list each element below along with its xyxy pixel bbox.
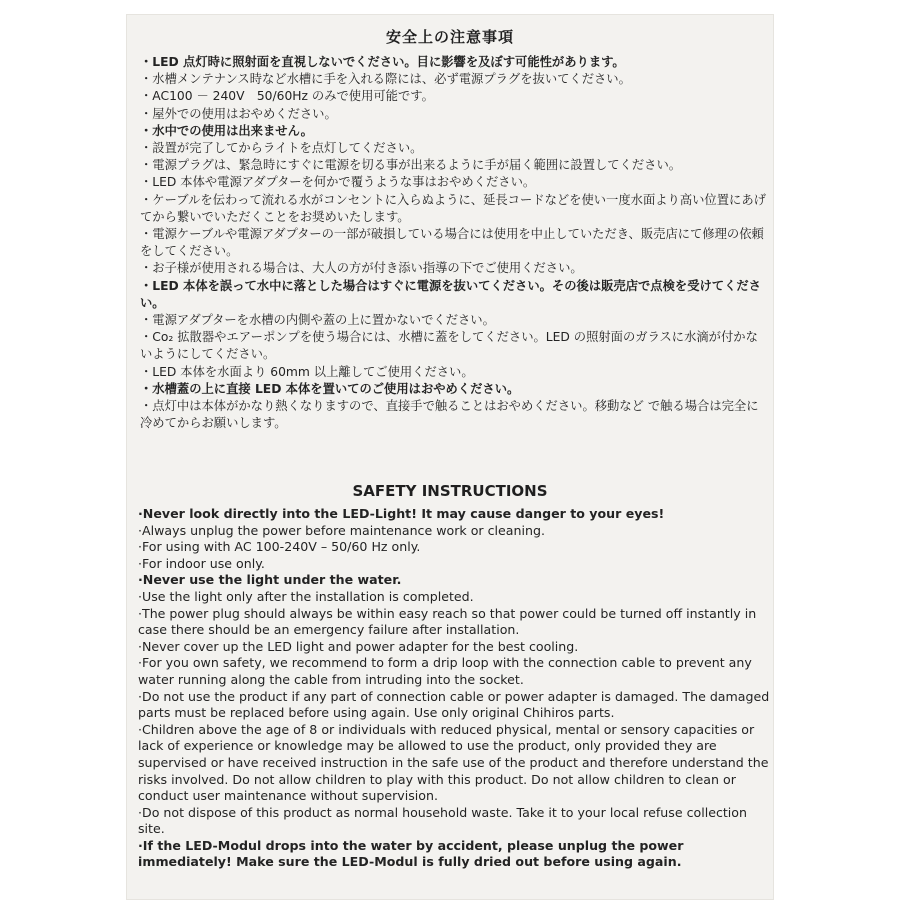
- instruction-item: ·Never cover up the LED light and power adapter for the best cooling.: [138, 638, 579, 654]
- instruction-item: ・LED 本体を誤って水中に落とした場合はすぐに電源を抜いてください。その後は販売店で点検を受けてください。: [140, 278, 761, 310]
- instruction-item: ・電源ケーブルや電源アダプターの一部が破損している場合には使用を中止していただき、販売店にて修理の依頼をしてください。: [140, 227, 764, 259]
- instruction-item: ・AC100 － 240V 50/60Hz のみで使用可能です。: [140, 89, 434, 104]
- instruction-item: ・Co₂ 拡散器やエアーポンプを使う場合には、水槽に蓋をしてください。LED の照射面のガラスに水滴が付かないようにしてください。: [140, 330, 758, 362]
- instruction-item: ·If the LED-Modul drops into the water by accident, please unplug the power immediately! Make sure the LED-Modul is fully dried out before using again.: [138, 837, 684, 870]
- instruction-item: ・ケーブルを伝わって流れる水がコンセントに入らぬように、延長コードなどを使い一度水面より高い位置にあげてから繋いでいただくことをお奨めいたします。: [140, 192, 766, 224]
- instruction-item: ・水槽蓋の上に直接 LED 本体を置いてのご使用はおやめください。: [140, 381, 520, 396]
- instruction-item: ・水槽メンテナンス時など水槽に手を入れる際には、必ず電源プラグを抜いてください。: [140, 72, 631, 87]
- instruction-item: ・電源アダプターを水槽の内側や蓋の上に置かないでください。: [140, 313, 495, 328]
- japanese-title: 安全上の注意事項: [385, 28, 514, 46]
- instruction-item: ·Do not dispose of this product as normal household waste. Take it to your local refuse collection site.: [138, 804, 747, 837]
- instruction-item: ·For using with AC 100-240V – 50/60 Hz only.: [138, 539, 421, 555]
- instruction-sheet: [126, 14, 774, 900]
- instruction-item: ・LED 点灯時に照射面を直視しないでください。目に影響を及ぼす可能性があります。: [140, 55, 625, 69]
- instruction-item: ·Do not use the product if any part of connection cable or power adapter is damaged. The damaged parts must be replaced before using again. Use only original Chihiros parts.: [138, 688, 770, 721]
- instruction-item: ·For you own safety, we recommend to form a drip loop with the connection cable to prevent any water running along the cable from intruding into the socket.: [138, 655, 752, 687]
- instruction-item: ·Always unplug the power before maintenance work or cleaning.: [138, 522, 545, 538]
- instruction-item: ·For indoor use only.: [138, 555, 265, 571]
- instruction-item: ・お子様が使用される場合は、大人の方が付き添い指導の下でご使用ください。: [140, 261, 583, 276]
- instruction-item: ・電源プラグは、緊急時にすぐに電源を切る事が出来るように手が届く範囲に設置してください。: [140, 158, 682, 173]
- instruction-item: ・設置が完了してからライトを点灯してください。: [140, 141, 423, 156]
- instruction-item: ·The power plug should always be within easy reach so that power could be turned off instantly in case there should be an emergency failure after installation.: [138, 605, 757, 638]
- instruction-item: ・屋外での使用はおやめください。: [140, 106, 337, 121]
- instruction-item: ·Never look directly into the LED-Light! It may cause danger to your eyes!: [138, 506, 665, 521]
- instruction-item: ・点灯中は本体がかなり熱くなりますので、直接手で触ることはおやめください。移動など で触る場合は完全に冷めてからお願いします。: [140, 399, 759, 431]
- english-instruction-list: [138, 506, 770, 871]
- japanese-instruction-list: [140, 54, 770, 432]
- instruction-item: ・LED 本体や電源アダプターを何かで覆うような事はおやめください。: [140, 175, 536, 190]
- instruction-item: ·Never use the light under the water.: [138, 572, 402, 588]
- english-title: SAFETY INSTRUCTIONS: [352, 482, 548, 500]
- instruction-item: ・LED 本体を水面より 60mm 以上離してご使用ください。: [140, 364, 474, 379]
- instruction-item: ·Use the light only after the installation is completed.: [138, 588, 474, 604]
- instruction-item: ·Children above the age of 8 or individuals with reduced physical, mental or sensory capacities or lack of experience or knowledge may be allowed to use the product, only provided they are supervised or have received instruction in the safe use of the product and therefore understand the risks involved. Do not allow children to play with this product. Do not allow children to clean or conduct user maintenance without supervision.: [138, 721, 769, 804]
- instruction-item: ・水中での使用は出来ません。: [140, 123, 313, 138]
